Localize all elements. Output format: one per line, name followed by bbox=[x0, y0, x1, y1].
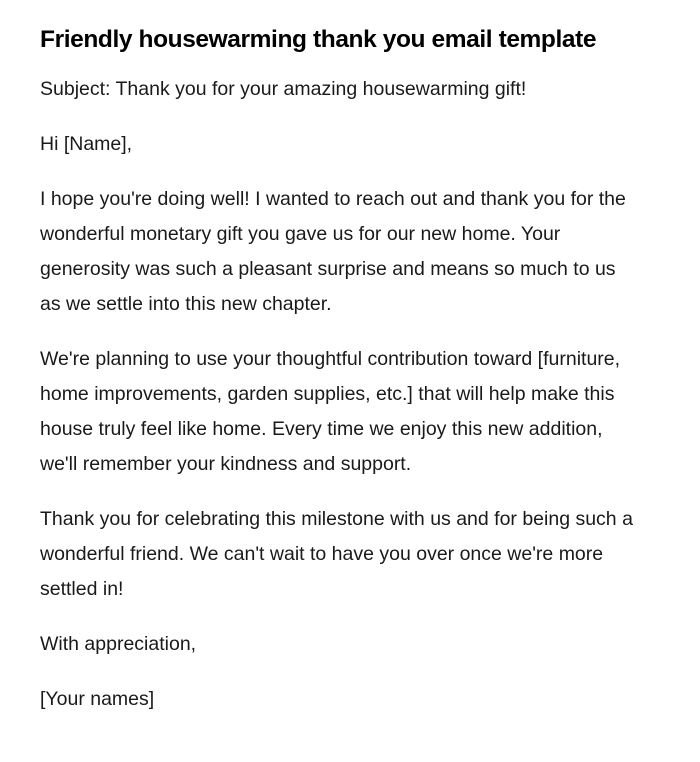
email-subject: Subject: Thank you for your amazing housewarming gift! bbox=[40, 78, 527, 100]
page-title: Friendly housewarming thank you email template bbox=[40, 26, 597, 53]
body-paragraph-2: We're planning to use your thoughtful contribution toward [furniture, home improvements, garden supplies, etc.] that will help make this house truly feel like home. Every time we enjoy this new addition, we'll remember your kindness and support. bbox=[40, 348, 621, 475]
email-template bbox=[40, 22, 640, 737]
body-paragraph-1: I hope you're doing well! I wanted to reach out and thank you for the wonderful monetary gift you gave us for our new home. Your generosity was such a pleasant surprise and means so much to us as we settle into this new chapter. bbox=[40, 188, 626, 315]
email-closing: With appreciation, bbox=[40, 633, 197, 655]
body-paragraph-3: Thank you for celebrating this milestone with us and for being such a wonderful friend. We can't wait to have you over once we're more settled in! bbox=[40, 508, 633, 600]
email-greeting: Hi [Name], bbox=[40, 133, 133, 155]
email-signature: [Your names] bbox=[40, 688, 155, 710]
